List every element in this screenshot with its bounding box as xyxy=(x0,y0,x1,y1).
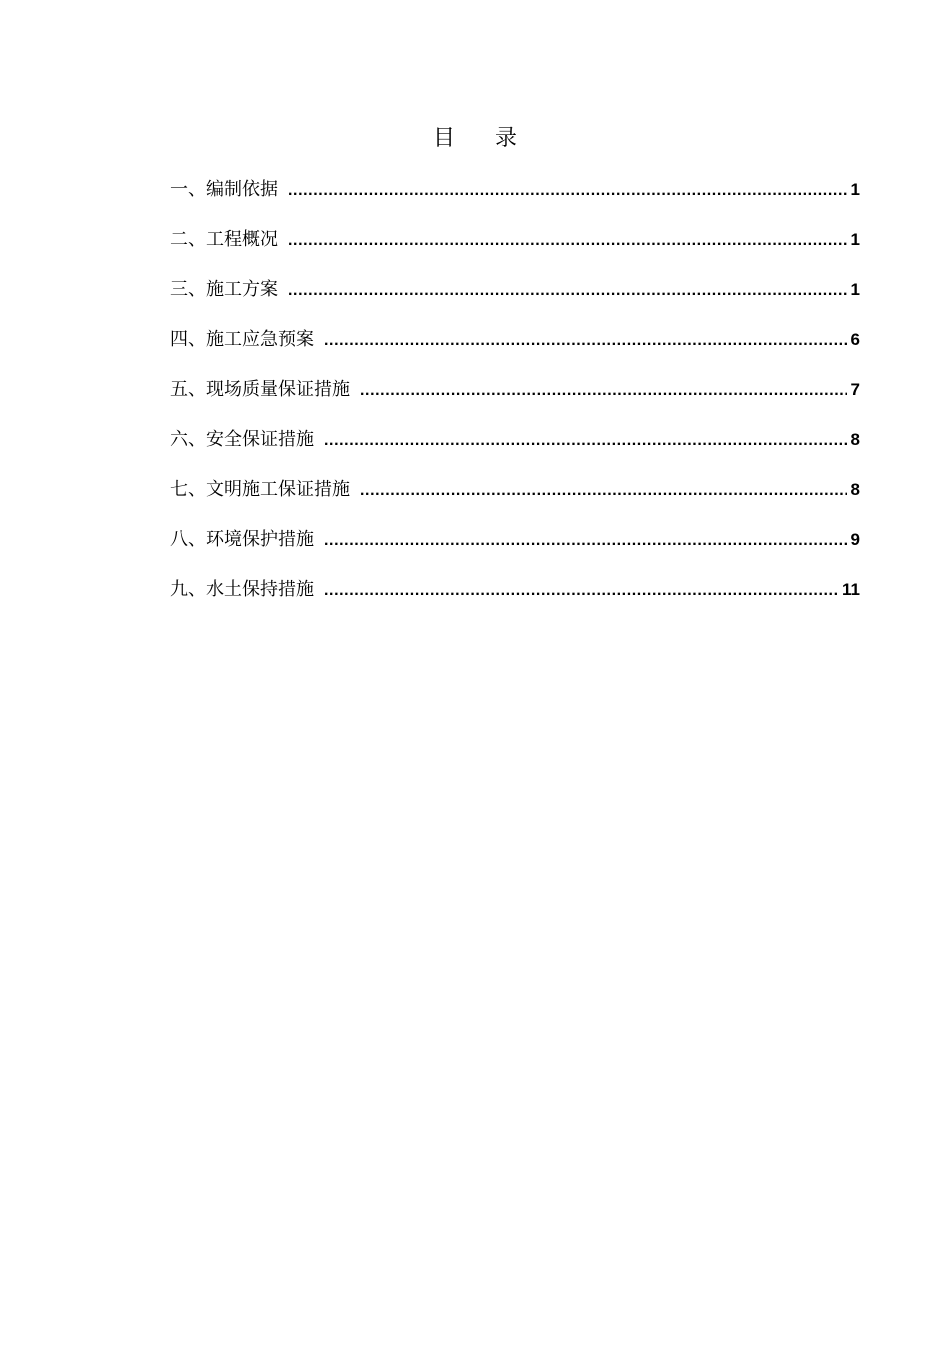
toc-entry-page: 11 xyxy=(842,580,860,599)
toc-entry[interactable] xyxy=(170,176,860,226)
dot-leader xyxy=(324,527,847,555)
toc-entry-page: 9 xyxy=(850,530,860,549)
toc-entry-label: 八、环境保护措施 xyxy=(170,529,314,550)
toc-entry[interactable] xyxy=(170,226,860,276)
toc-entry[interactable] xyxy=(170,426,860,476)
dot-leader xyxy=(288,227,847,255)
dot-leader xyxy=(288,177,847,205)
toc-title-char-2: 录 xyxy=(495,126,518,151)
toc-entry-page: 8 xyxy=(850,480,860,499)
toc-entry-label: 二、工程概况 xyxy=(170,229,278,250)
dot-leader xyxy=(360,477,847,505)
toc-entry-label: 一、编制依据 xyxy=(170,179,278,200)
dot-leader xyxy=(360,377,847,405)
toc-entry-label: 六、安全保证措施 xyxy=(170,429,314,450)
toc-title xyxy=(0,124,950,154)
toc-entry-page: 1 xyxy=(850,280,860,299)
toc-entry-label: 四、施工应急预案 xyxy=(170,329,314,350)
toc-entry-label: 三、施工方案 xyxy=(170,279,278,300)
toc-entry[interactable] xyxy=(170,476,860,526)
toc-entry[interactable] xyxy=(170,376,860,426)
dot-leader xyxy=(324,327,847,355)
toc-entry[interactable] xyxy=(170,326,860,376)
dot-leader xyxy=(324,577,838,605)
dot-leader xyxy=(288,277,847,305)
toc-entry-page: 6 xyxy=(850,330,860,349)
toc-entry-label: 九、水土保持措施 xyxy=(170,579,314,600)
toc-entry-label: 七、文明施工保证措施 xyxy=(170,479,350,500)
toc-entry-page: 1 xyxy=(850,230,860,249)
toc-entry[interactable] xyxy=(170,576,860,626)
toc-entry-label: 五、现场质量保证措施 xyxy=(170,379,350,400)
dot-leader xyxy=(324,427,847,455)
toc-list xyxy=(170,176,860,626)
toc-entry-page: 7 xyxy=(850,380,860,399)
toc-entry-page: 1 xyxy=(850,180,860,199)
toc-entry[interactable] xyxy=(170,526,860,576)
toc-entry[interactable] xyxy=(170,276,860,326)
toc-title-char-1: 目 xyxy=(432,126,455,151)
toc-entry-page: 8 xyxy=(850,430,860,449)
